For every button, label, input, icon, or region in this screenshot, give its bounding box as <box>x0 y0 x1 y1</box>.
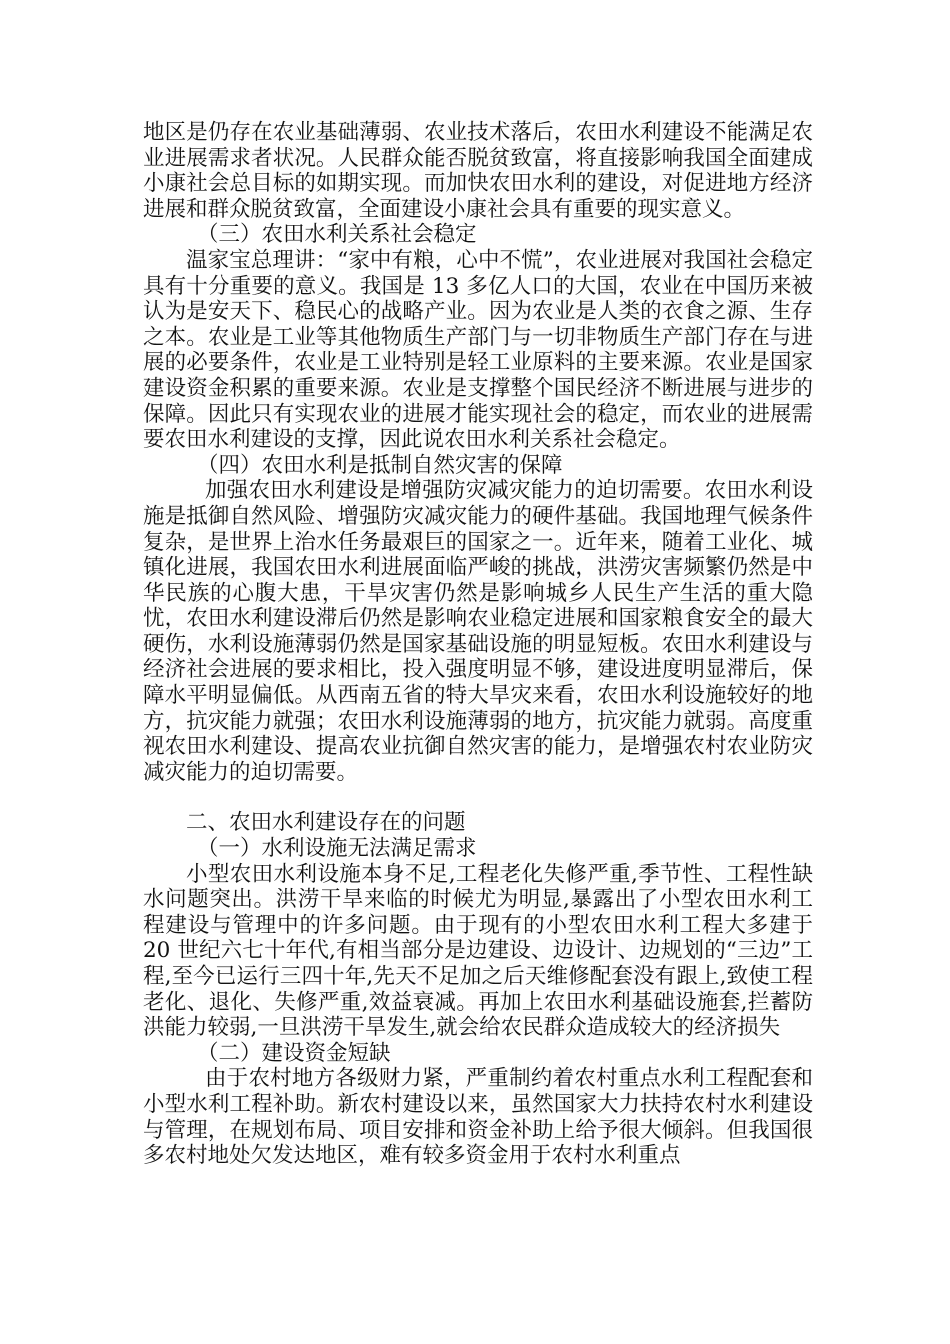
section-heading-1: （一）水利设施无法满足需求 <box>197 836 477 862</box>
paragraph-facilities: 小型农田水利设施本身不足,工程老化失修严重,季节性、工程性缺水问题突出。洪涝干旱来临的时候尤为明显,暴露出了小型农田水利工程建设与管理中的许多问题。由于现有的小型农田水利工程大多建于 20 世纪六七十年代,有相当部分是边建设、边设计、边规划的“三边”工程,至今已运行三四十年,先天不足加之后天维修配套没有跟上,致使工程老化、退化、失修严重,效益衰减。再加上农田水利基础设施套,拦蓄防洪能力较弱,一旦洪涝干旱发生,就会给农民群众造成较大的经济损失 <box>143 861 813 1041</box>
section-heading-2: （二）建设资金短缺 <box>197 1040 391 1066</box>
chapter-heading-2: 二、农田水利建设存在的问题 <box>186 810 466 836</box>
paragraph-funding: 由于农村地方各级财力紧，严重制约着农村重点水利工程配套和小型水利工程补助。新农村建设以来，虽然国家大力扶持农村水利建设与管理，在规划布局、项目安排和资金补助上给予很大倾斜。但我国很多农村地处欠发达地区，难有较多资金用于农村水利重点 <box>143 1066 813 1169</box>
document-body <box>143 120 813 1169</box>
paragraph-social-stability: 温家宝总理讲：“家中有粮，心中不慌”，农业进展对我国社会稳定具有十分重要的意义。我国是 13 多亿人口的大国，农业在中国历来被认为是安天下、稳民心的战略产业。因为农业是人类的衣食之源、生存之本。农业是工业等其他物质生产部门与一切非物质生产部门存在与进展的必要条件，农业是工业特别是轻工业原料的主要来源。农业是国家建设资金积累的重要来源。农业是支撑整个国民经济不断进展与进步的保障。因此只有实现农业的进展才能实现社会的稳定，而农业的进展需要农田水利建设的支撑，因此说农田水利关系社会稳定。 <box>143 247 813 453</box>
section-heading-3: （三）农田水利关系社会稳定 <box>197 222 477 248</box>
section-heading-4: （四）农田水利是抵制自然灾害的保障 <box>197 452 563 478</box>
paragraph-disaster-resistance: 加强农田水利建设是增强防灾减灾能力的迫切需要。农田水利设施是抵御自然风险、增强防灾减灾能力的硬件基础。我国地理气候条件复杂，是世界上治水任务最艰巨的国家之一。近年来，随着工业化、城镇化进展，我国农田水利进展面临严峻的挑战，洪涝灾害频繁仍然是中华民族的心腹大患，干旱灾害仍然是影响城乡人民生产生活的重大隐忧，农田水利建设滞后仍然是影响农业稳定进展和国家粮食安全的最大硬伤，水利设施薄弱仍然是国家基础设施的明显短板。农田水利建设与经济社会进展的要求相比，投入强度明显不够，建设进度明显滞后，保障水平明显偏低。从西南五省的特大旱灾来看，农田水利设施较好的地方，抗灾能力就强；农田水利设施薄弱的地方，抗灾能力就弱。高度重视农田水利建设、提高农业抗御自然灾害的能力，是增强农村农业防灾减灾能力的迫切需要。 <box>143 478 813 785</box>
paragraph-intro-continued: 地区是仍存在农业基础薄弱、农业技术落后，农田水利建设不能满足农业进展需求者状况。人民群众能否脱贫致富，将直接影响我国全面建成小康社会总目标的如期实现。而加快农田水利的建设，对促进地方经济进展和群众脱贫致富，全面建设小康社会具有重要的现实意义。 <box>143 120 813 222</box>
paragraph-gap <box>143 785 813 810</box>
